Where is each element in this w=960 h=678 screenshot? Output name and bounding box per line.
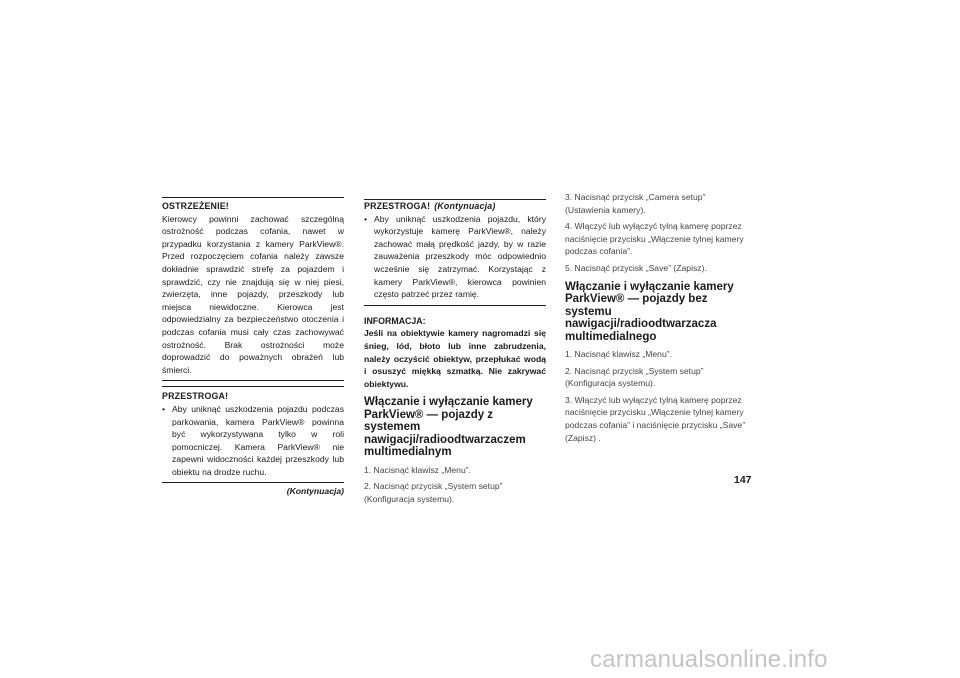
continued-label: (Kontynuacja) [286,486,344,497]
caution-title-continued [364,200,546,213]
caution-box-continued [364,199,546,306]
note-text: Jeśli na obiektywie kamery nagromadzi się śnieg, lód, błoto lub inne zabrudzenia, należy oczyścić obiektyw, przepłukać wodą i osuszyć miękką szmatką. Nie zakrywać obiektywu. [364,328,546,389]
middle-column [364,199,546,510]
step-item: 2. Nacisnąć przycisk „System setup” (Konfiguracja systemu). [364,481,503,504]
step-item: 3. Nacisnąć przycisk „Camera setup” (Ustawienia kamery). [565,192,706,215]
caution-continued-label: (Kontynuacja) [434,201,496,211]
caution-bullet-item [364,213,546,301]
caution-bullet-text: Aby uniknąć uszkodzenia pojazdu, który wykorzystuje kamerę ParkView®, należy zachować małą prędkość jazdy, by w razie zauważenia przeszkody móc odpowiednio wcześnie się zatrzymać. Korzystając z kamery ParkView®, kierowca powinien często patrzeć przez ramię. [374,213,546,300]
bullet-icon: • [364,213,368,224]
watermark: carmanualsonline.info [590,646,828,673]
step-item: 1. Nacisnąć klawisz „Menu”. [565,349,672,360]
section-heading: Włączanie i wyłączanie kamery ParkView® — pojazdy z systemem nawigacji/radioodtwarzaczem multimedialnym [364,396,533,459]
note-title: INFORMACJA: [364,315,426,326]
caution-title: PRZESTROGA! [162,391,229,402]
warning-title: OSTRZEŻENIE! [162,201,229,211]
bullet-icon: • [162,403,166,414]
left-column [162,197,344,498]
step-item: 3. Włączyć lub wyłączyć tylną kamerę poprzez naciśnięcie przycisku „Włączenie tylnej kamery podczas cofania” i naciśnięcie przycisku „Save” (Zapisz) . [565,394,746,443]
caution-box [162,386,344,483]
step-item: 1. Nacisnąć klawisz „Menu”. [364,464,471,475]
caution-title-text: PRZESTROGA! [364,201,431,211]
right-column [565,191,747,448]
warning-box [162,197,344,381]
step-item: 5. Nacisnąć przycisk „Save” (Zapisz). [565,262,707,273]
step-item: 2. Nacisnąć przycisk „System setup” (Konfiguracja systemu). [565,365,704,389]
step-item: 4. Włączyć lub wyłączyć tylną kamerę poprzez naciśnięcie przycisku „Włączenie tylnej kamery podczas cofania”. [565,221,744,257]
section-heading: Włączanie i wyłączanie kamery ParkView® — pojazdy bez systemu nawigacji/radioodtwarzacza multimedialnego [565,280,734,343]
caution-bullet-item [162,403,344,479]
caution-bullet-text: Aby uniknąć uszkodzenia pojazdu podczas parkowania, kamera ParkView® powinna być wykorzystywana tylko w roli pomocniczej. Kamera ParkView® nie zapewni widoczności każdej przeszkody lub obiektu na drodze ruchu. [172,403,344,477]
page-number: 147 [734,474,752,486]
warning-text: Kierowcy powinni zachować szczególną ostrożność podczas cofania, nawet w przypadku korzystania z kamery ParkView®. Przed rozpoczęciem cofania należy zawsze dokładnie sprawdzić strefę za pojazdem i sprawdzić, czy nie znajdują się w niej piesi, zwierzęta, inne pojazdy, przeszkody lub miejsca niewidoczne. Kierowca jest odpowiedzialny za bezpieczeństwo otoczenia i podczas cofania musi cały czas zachowywać ostrożność. Brak ostrożności może doprowadzić do poważnych obrażeń lub śmierci. [162,213,344,375]
